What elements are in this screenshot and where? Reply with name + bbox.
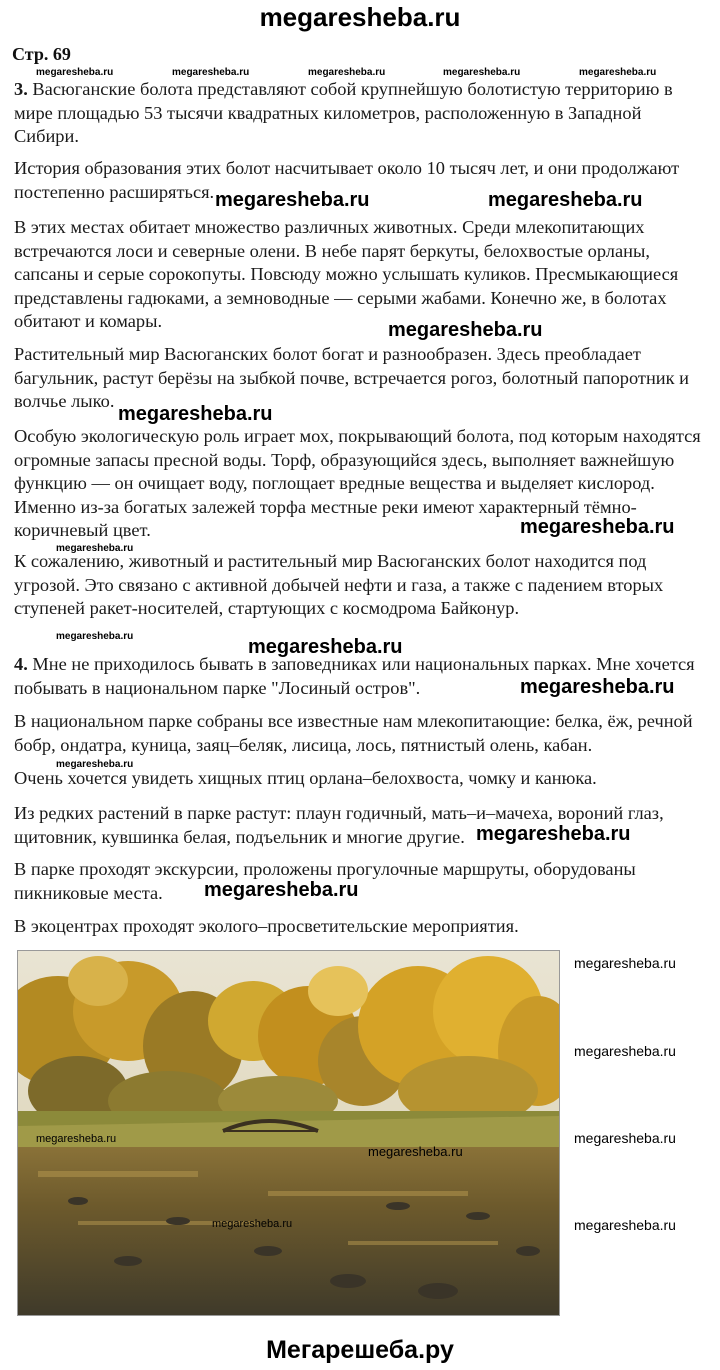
watermark: megaresheba.ru [574,1043,676,1059]
park-photo [17,950,560,1316]
task3-paragraph-5: Особую экологическую роль играет мох, покрывающий болота, под которым находятся огромные запасы пресной воды. Торф, образующийся здесь, выполняет важнейшую функцию — он очищает воду, поглощает вредные вещества и выделяет кислород. Именно из-за богатых залежей торфа местные реки имеют характерный тёмно-коричневый цвет. [14,426,701,540]
task3-paragraph-4: Растительный мир Васюганских болот богат и разнообразен. Здесь преобладает багульник, растут берёзы на зыбкой почве, встречается рогоз, болотный папоротник и волчье лыко. [14,344,690,411]
watermark: megaresheba.ru [574,1217,676,1233]
watermark: megaresheba.ru [118,403,273,425]
watermark: megaresheba.ru [36,67,114,78]
watermark: megaresheba.ru [172,67,250,78]
watermark: megaresheba.ru [204,879,359,901]
task3-paragraph-3: В этих местах обитает множество различных животных. Среди млекопитающих встречаются лоси и северные олени. В небе парят беркуты, белохвостые орланы, сапсаны и серые сорокопуты. Повсюду можно услышать куликов. Пресмыкающиеся представлены гадюками, а земноводные — серыми жабами. Конечно же, в болотах обитают и комары. [14,217,679,331]
watermark: megaresheba.ru [56,759,134,770]
watermark: megaresheba.ru [56,631,134,642]
task4-paragraph-2: В национальном парке собраны все известные нам млекопитающие: белка, ёж, речной бобр, ондатра, куница, заяц–беляк, лисица, лось, пятнистый олень, кабан. [14,711,693,755]
task3-number: 3. [14,79,28,99]
watermark: megaresheba.ru [212,1218,293,1230]
task3-paragraph-2: История образования этих болот насчитывает около 10 тысяч лет, и они продолжают постепенно расширяться. [14,158,680,202]
watermark: megaresheba.ru [248,636,403,658]
watermark: megaresheba.ru [579,67,657,78]
task4-text-1: Мне не приходилось бывать в заповедниках или национальных парках. Мне хочется побывать в национальном парке "Лосиный остров". [14,654,695,698]
watermark: megaresheba.ru [215,189,370,211]
watermark: megaresheba.ru [574,1130,676,1146]
watermark: megaresheba.ru [476,823,631,845]
task3-paragraph-6: К сожалению, животный и растительный мир Васюганских болот находится под угрозой. Это связано с активной добычей нефти и газа, а также с падением вторых ступеней ракет-носителей, стартующих с космодрома Байконур. [14,551,664,618]
watermark: megaresheba.ru [56,543,134,554]
site-header-title[interactable]: megaresheba.ru [259,2,461,32]
task4-paragraph-5: В парке проходят экскурсии, проложены прогулочные маршруты, оборудованы пикниковые места. [14,859,636,903]
task3-paragraph-1 [14,78,709,149]
watermark: megaresheba.ru [520,676,675,698]
watermark: megaresheba.ru [388,319,543,341]
task4-number: 4. [14,654,28,674]
watermark: megaresheba.ru [520,516,675,538]
watermark: megaresheba.ru [574,955,676,971]
task4-paragraph-3: Очень хочется увидеть хищных птиц орлана–белохвоста, чомку и канюка. [14,768,597,788]
site-footer-title[interactable]: Мегарешеба.ру [266,1336,454,1364]
watermark: megaresheba.ru [488,189,643,211]
task3-text-1: Васюганские болота представляют собой крупнейшую болотистую территорию в мире площадью 53 тысячи квадратных километров, расположенную в Западной Сибири. [14,79,673,146]
task4-paragraph-4: Из редких растений в парке растут: плаун годичный, мать–и–мачеха, вороний глаз, щитовник, кувшинка белая, подъельник и многие другие. [14,803,664,847]
watermark: megaresheba.ru [443,67,521,78]
watermark: megaresheba.ru [36,1133,117,1145]
task4-paragraph-6: В экоцентрах проходят эколого–просветительские мероприятия. [14,916,519,936]
watermark: megaresheba.ru [368,1144,463,1159]
watermark: megaresheba.ru [308,67,386,78]
page-reference: Стр. 69 [12,44,71,64]
